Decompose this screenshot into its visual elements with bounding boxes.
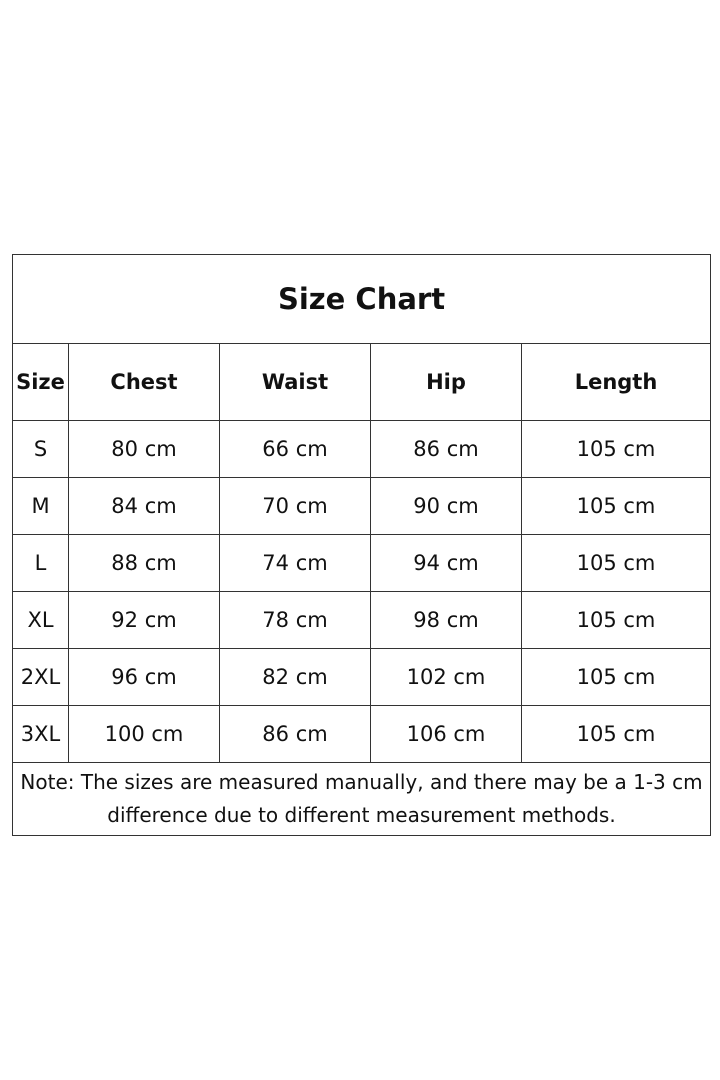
waist-cell: 66 cm [220,421,371,478]
column-header-chest: Chest [69,344,220,421]
column-header-hip: Hip [371,344,522,421]
size-cell: XL [13,592,69,649]
hip-cell: 94 cm [371,535,522,592]
waist-cell: 82 cm [220,649,371,706]
size-cell: 3XL [13,706,69,763]
column-header-size: Size [13,344,69,421]
chest-cell: 84 cm [69,478,220,535]
waist-cell: 86 cm [220,706,371,763]
chest-cell: 80 cm [69,421,220,478]
column-header-length: Length [522,344,711,421]
length-cell: 105 cm [522,535,711,592]
waist-cell: 74 cm [220,535,371,592]
hip-cell: 102 cm [371,649,522,706]
length-cell: 105 cm [522,592,711,649]
size-cell: 2XL [13,649,69,706]
chest-cell: 96 cm [69,649,220,706]
measurement-note: Note: The sizes are measured manually, and there may be a 1-3 cm difference due to different measurement methods. [13,763,711,836]
size-chart-table [12,254,711,836]
table-row [13,421,711,478]
chest-cell: 92 cm [69,592,220,649]
table-row [13,478,711,535]
chest-cell: 88 cm [69,535,220,592]
size-cell: S [13,421,69,478]
chest-cell: 100 cm [69,706,220,763]
length-cell: 105 cm [522,706,711,763]
chart-title: Size Chart [13,255,711,344]
size-cell: M [13,478,69,535]
waist-cell: 78 cm [220,592,371,649]
table-row [13,649,711,706]
length-cell: 105 cm [522,478,711,535]
length-cell: 105 cm [522,421,711,478]
hip-cell: 86 cm [371,421,522,478]
hip-cell: 98 cm [371,592,522,649]
hip-cell: 90 cm [371,478,522,535]
table-row [13,706,711,763]
table-row [13,592,711,649]
hip-cell: 106 cm [371,706,522,763]
waist-cell: 70 cm [220,478,371,535]
header-row [13,344,711,421]
column-header-waist: Waist [220,344,371,421]
length-cell: 105 cm [522,649,711,706]
table-row [13,535,711,592]
size-cell: L [13,535,69,592]
